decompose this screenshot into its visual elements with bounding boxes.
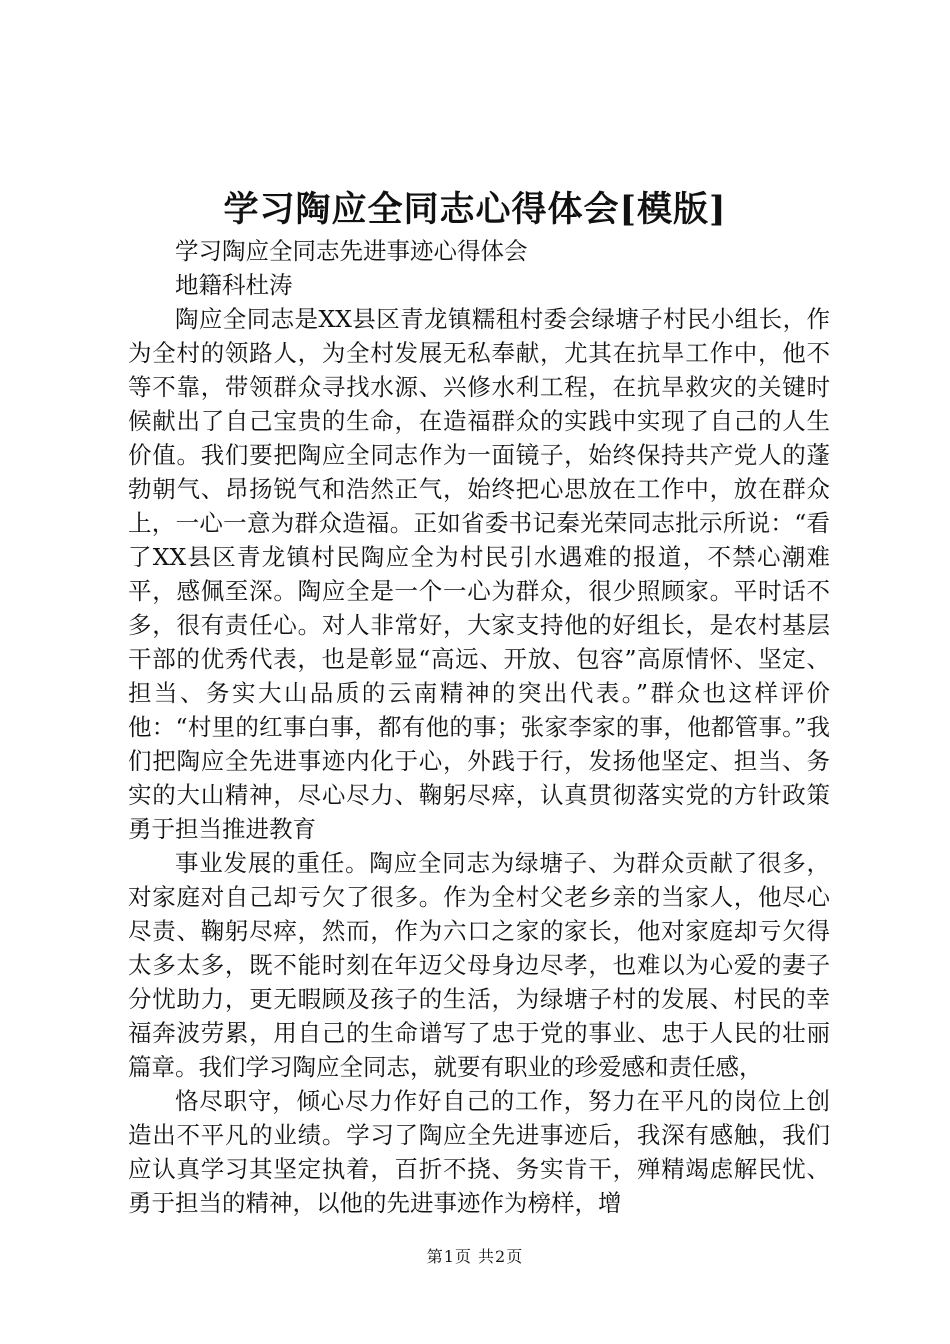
body-paragraph: 陶应全同志是XX县区青龙镇糯租村委会绿塘子村民小组长，作为全村的领路人，为全村发展无私奉献，尤其在抗旱工作中，他不等不靠，带领群众寻找水源、兴修水利工程，在抗旱救灾的关键时候献出了自己宝贵的生命，在造福群众的实践中实现了自己的人生价值。我们要把陶应全同志作为一面镜子，始终保持共产党人的蓬勃朝气、昂扬锐气和浩然正气，始终把心思放在工作中，放在群众上，一心一意为群众造福。正如省委书记秦光荣同志批示所说：“看了XX县区青龙镇村民陶应全为村民引水遇难的报道，不禁心潮难平，感佩至深。陶应全是一个一心为群众，很少照顾家。平时话不多，很有责任心。对人非常好，大家支持他的好组长，是农村基层干部的优秀代表，也是彰显“高远、开放、包容”高原情怀、坚定、担当、务实大山品质的云南精神的突出代表。”群众也这样评价他：“村里的红事白事，都有他的事；张家李家的事，他都管事。”我们把陶应全先进事迹内化于心，外践于行，发扬他坚定、担当、务实的大山精神，尽心尽力、鞠躬尽瘁，认真贯彻落实党的方针政策勇于担当推进教育	[128, 305, 830, 843]
body-paragraph: 事业发展的重任。陶应全同志为绿塘子、为群众贡献了很多，对家庭对自己却亏欠了很多。作为全村父老乡亲的当家人，他尽心尽责、鞠躬尽瘁，然而，作为六口之家的家长，他对家庭却亏欠得太多太多，既不能时刻在年迈父母身边尽孝，也难以为心爱的妻子分忧助力，更无暇顾及孩子的生活，为绿塘子村的发展、村民的幸福奔波劳累，用自己的生命谱写了忠于党的事业、忠于人民的壮丽篇章。我们学习陶应全同志，就要有职业的珍爱感和责任感，	[128, 849, 830, 1081]
page-number-footer: 第1页 共2页	[426, 1247, 524, 1266]
body-paragraph: 恪尽职守，倾心尽力作好自己的工作，努力在平凡的岗位上创造出不平凡的业绩。学习了陶应全先进事迹后，我深有感触，我们应认真学习其坚定执着，百折不挠、务实肯干，殚精竭虑解民忧、勇于担当的精神，以他的先进事迹作为榜样，增	[128, 1087, 830, 1217]
subtitle-paragraph: 学习陶应全同志先进事迹心得体会	[175, 237, 528, 265]
document-body	[128, 234, 830, 1220]
document-title: 学习陶应全同志心得体会[模版]	[223, 189, 727, 230]
author-paragraph: 地籍科杜涛	[175, 271, 293, 299]
